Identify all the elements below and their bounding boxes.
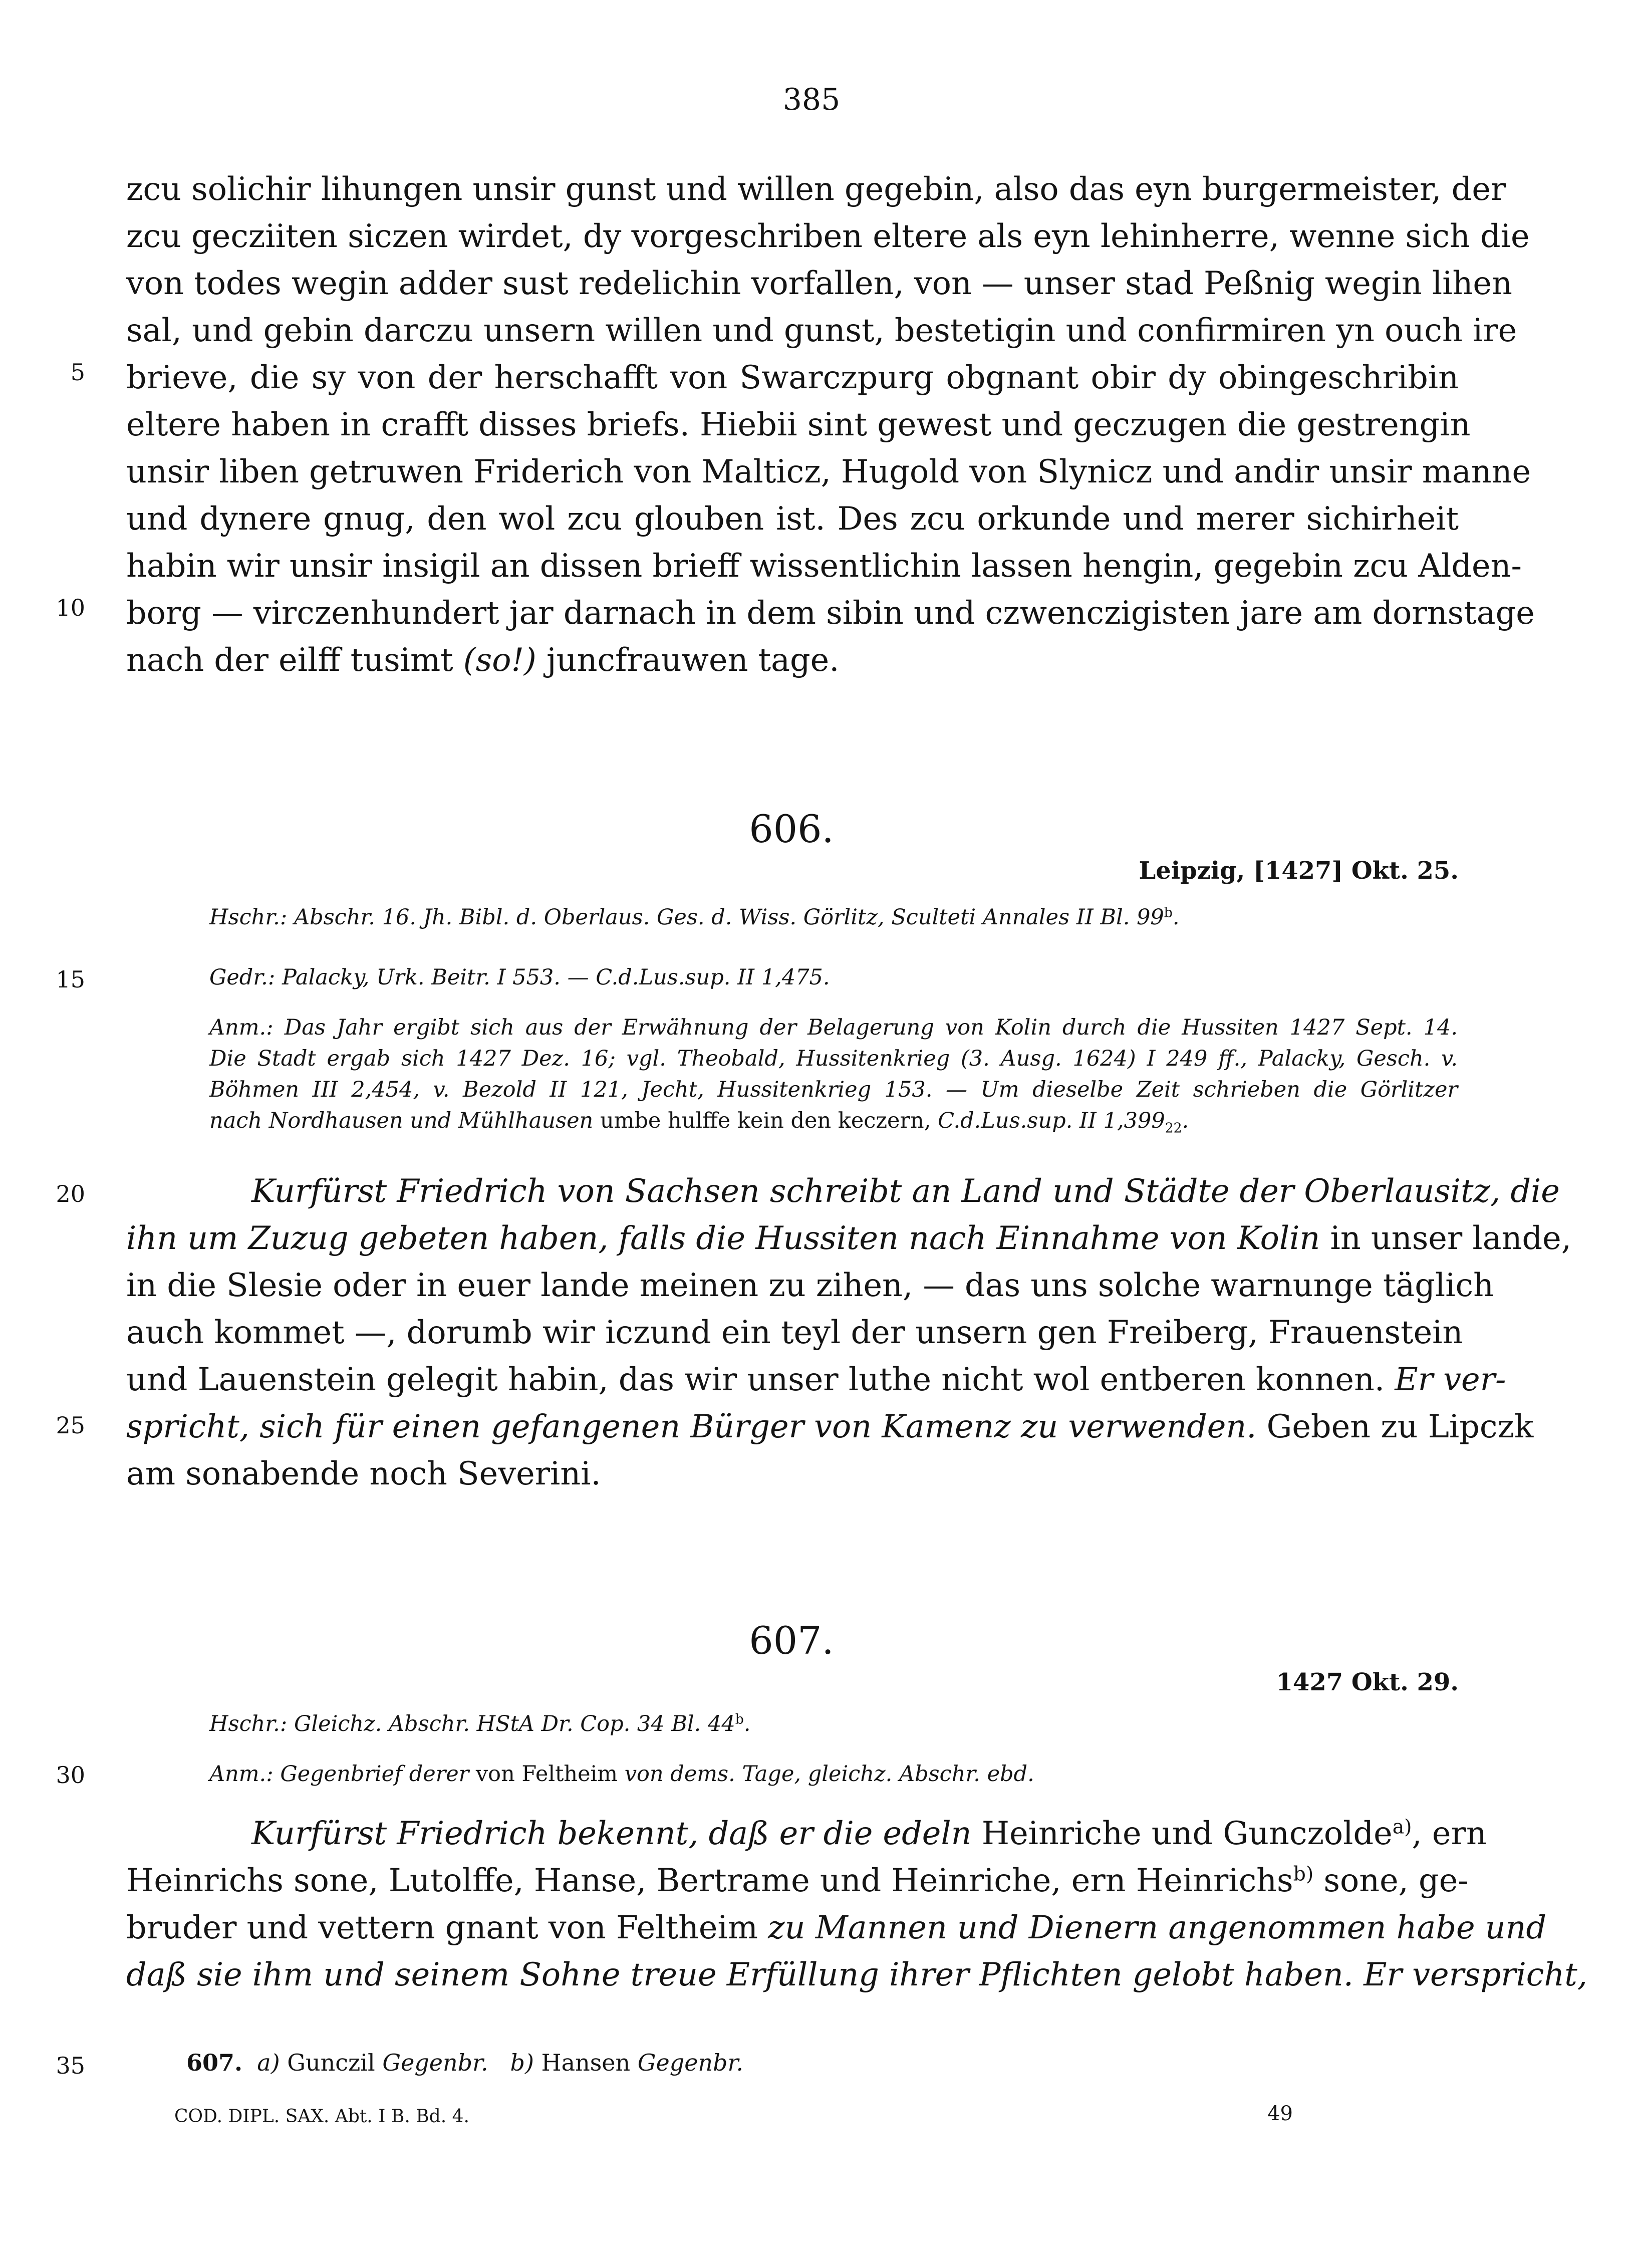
page-number xyxy=(751,82,872,117)
text-line: und dynere gnug, den wol zcu glouben ist. Des zcu orkunde und merer sichirheit xyxy=(126,500,1459,537)
document-number-606: 606. xyxy=(749,807,834,851)
annotation-line: Böhmen III 2,454, v. Bezold II 121, Jecht, Hussitenkrieg 153. — Um dieselbe Zeit schrieben die Görlitzer xyxy=(209,1077,1458,1102)
text-line xyxy=(126,1403,1534,1450)
footnote-text: Gunczil xyxy=(287,2049,375,2076)
text-span: Er ver- xyxy=(1395,1361,1506,1398)
document-text-606 xyxy=(126,1167,1571,1497)
sheet-signature: 49 xyxy=(1267,2102,1293,2125)
sic-mark: (so!) xyxy=(463,641,536,678)
text-line xyxy=(126,1904,1547,1951)
text-line: borg — virczenhundert jar darnach in dem sibin und czwenczigisten jare am dornstage xyxy=(126,594,1535,631)
text-line: daß sie ihm und seinem Sohne treue Erfüllung ihrer Pflichten gelobt haben. Er verspricht, xyxy=(126,1956,1587,1993)
text-span: in unser lande, xyxy=(1330,1219,1571,1256)
gedr-text: Palacky, Urk. Beitr. I 553. — C.d.Lus.sup. II 1,475. xyxy=(282,965,830,990)
text-span: sone, ge- xyxy=(1323,1862,1469,1899)
footnote-source: Gegenbr. xyxy=(382,2049,488,2076)
place-date-606: Leipzig, [1427] Okt. 25. xyxy=(1139,857,1459,885)
anm-text: . xyxy=(1182,1108,1189,1133)
footnote-label: a) xyxy=(257,2049,280,2076)
anm-text: von dems. Tage, gleichz. Abschr. ebd. xyxy=(624,1761,1034,1787)
line-number: 15 xyxy=(56,966,85,993)
gedr-label: Gedr.: xyxy=(209,965,276,990)
text-span: bruder und vettern gnant von Feltheim xyxy=(126,1909,758,1946)
text-line: von todes wegin adder sust redelichin vorfallen, von — unser stad Peßnig wegin lihen xyxy=(126,265,1512,302)
text-span: Heinriche und Gunczolde xyxy=(981,1815,1393,1852)
text-span: Kurfürst Friedrich bekennt, daß er die edeln xyxy=(251,1815,972,1852)
text-span: nach der eilff tusimt xyxy=(126,641,453,678)
continuation-text xyxy=(126,165,1535,683)
text-line xyxy=(126,1857,1469,1904)
annotation-line xyxy=(209,1105,1458,1144)
anm-text: Gegenbrief derer xyxy=(280,1761,469,1787)
anm-label: Anm.: xyxy=(209,1761,274,1787)
page-number-text: 385 xyxy=(782,82,841,117)
anm-text: nach Nordhausen und Mühlhausen xyxy=(209,1108,594,1133)
document-text-607 xyxy=(126,1810,1587,1998)
text-span: zu Mannen und Dienern angenommen habe und xyxy=(768,1909,1547,1946)
text-line: Kurfürst Friedrich von Sachsen schreibt an Land und Städte der Oberlausitz, die xyxy=(251,1172,1560,1209)
anm-quote: umbe hulffe kein den keczern, xyxy=(600,1108,931,1133)
annotation-607 xyxy=(209,1758,1452,1790)
anm-text: C.d.Lus.sup. II 1,399 xyxy=(938,1108,1165,1133)
line-number: 30 xyxy=(56,1761,85,1789)
annotation-line xyxy=(209,1012,1458,1043)
text-line xyxy=(126,1356,1506,1403)
text-line xyxy=(126,1810,1487,1857)
manuscript-note-607: Hschr.: Gleichz. Abschr. HStA Dr. Cop. 34 Bl. 44$^b$. xyxy=(209,1711,751,1736)
annotation-606 xyxy=(209,1012,1458,1144)
footnote-ref-a: a) xyxy=(1392,1815,1412,1839)
hschr-text: Gleichz. Abschr. HStA Dr. Cop. 34 Bl. 44 xyxy=(294,1711,735,1736)
line-number: 10 xyxy=(56,594,85,621)
text-line: unsir liben getruwen Friderich von Malticz, Hugold von Slynicz und andir unsir manne xyxy=(126,453,1531,490)
footnote-ref-b: b) xyxy=(1293,1862,1314,1886)
text-line: habin wir unsir insigil an dissen brieff wissentlichin lassen hengin, gegebin zcu Alden- xyxy=(126,547,1522,584)
hschr-label: Hschr.: xyxy=(209,905,288,930)
superscript: b xyxy=(1164,905,1173,921)
text-span: spricht, sich für einen gefangenen Bürger von Kamenz zu verwenden. xyxy=(126,1408,1257,1445)
text-line: zcu gecziiten siczen wirdet, dy vorgeschriben eltere als eyn lehinherre, wenne sich die xyxy=(126,217,1530,255)
text-span: Heinrichs sone, Lutolffe, Hanse, Bertrame und Heinriche, ern Heinrichs xyxy=(126,1862,1293,1899)
annotation-line: Die Stadt ergab sich 1427 Dez. 16; vgl. Theobald, Hussitenkrieg (3. Ausg. 1624) I 249 ff., Palacky, Gesch. v. xyxy=(209,1046,1458,1071)
footnote-ref: 607. xyxy=(186,2049,243,2076)
hschr-label: Hschr.: xyxy=(209,1711,288,1736)
line-number: 5 xyxy=(70,359,85,386)
text-line: am sonabende noch Severini. xyxy=(126,1455,601,1492)
text-span: und Lauenstein gelegit habin, das wir unser luthe nicht wol entberen konnen. xyxy=(126,1361,1385,1398)
line-number: 20 xyxy=(56,1180,85,1207)
series-signature: COD. DIPL. SAX. Abt. I B. Bd. 4. xyxy=(174,2106,469,2127)
anm-label: Anm.: xyxy=(209,1015,274,1040)
hschr-text: Abschr. 16. Jh. Bibl. d. Oberlaus. Ges. d. Wiss. Görlitz, Sculteti Annales II Bl. 99 xyxy=(294,905,1164,930)
document-number-607: 607. xyxy=(749,1618,834,1663)
superscript: b xyxy=(735,1711,744,1727)
text-line xyxy=(126,636,1459,683)
text-line: zcu solichir lihungen unsir gunst und willen gegebin, also das eyn burgermeister, der xyxy=(126,170,1506,207)
text-span: , ern xyxy=(1412,1815,1487,1852)
footnote-text: Hansen xyxy=(541,2049,631,2076)
text-span: juncfrauwen tage. xyxy=(546,641,840,678)
text-line: auch kommet —, dorumb wir iczund ein teyl der unsern gen Freiberg, Frauenstein xyxy=(126,1314,1463,1351)
text-span: Geben zu Lipczk xyxy=(1266,1408,1534,1445)
date-607: 1427 Okt. 29. xyxy=(1276,1668,1459,1696)
line-number: 35 xyxy=(56,2052,85,2079)
text-line: brieve, die sy von der herschafft von Swarczpurg obgnant obir dy obingeschribin xyxy=(126,359,1459,396)
text-line xyxy=(126,1214,1571,1262)
footnote-label: b) xyxy=(510,2049,534,2076)
manuscript-note-606: Hschr.: Abschr. 16. Jh. Bibl. d. Oberlaus. Ges. d. Wiss. Görlitz, Sculteti Annales II Bl. 99$^b$. xyxy=(209,905,1180,930)
anm-name: von Feltheim xyxy=(475,1761,618,1787)
anm-text: Das Jahr ergibt sich aus der Erwähnung der Belagerung von Kolin durch die Hussiten 1427 Sept. 14. xyxy=(284,1015,1458,1040)
text-line: eltere haben in crafft disses briefs. Hiebii sint gewest und geczugen die gestrengin xyxy=(126,406,1471,443)
line-number: 25 xyxy=(56,1412,85,1439)
text-line: in die Slesie oder in euer lande meinen zu zihen, — das uns solche warnunge täglich xyxy=(126,1267,1494,1304)
subscript: 22 xyxy=(1165,1120,1182,1136)
text-span: ihn um Zuzug gebeten haben, falls die Hussiten nach Einnahme von Kolin xyxy=(126,1219,1320,1256)
text-line: sal, und gebin darczu unsern willen und gunst, bestetigin und confirmiren yn ouch ire xyxy=(126,312,1517,349)
footnote-607 xyxy=(186,2049,1188,2076)
footnote-source: Gegenbr. xyxy=(637,2049,744,2076)
print-note-606 xyxy=(209,962,1452,993)
